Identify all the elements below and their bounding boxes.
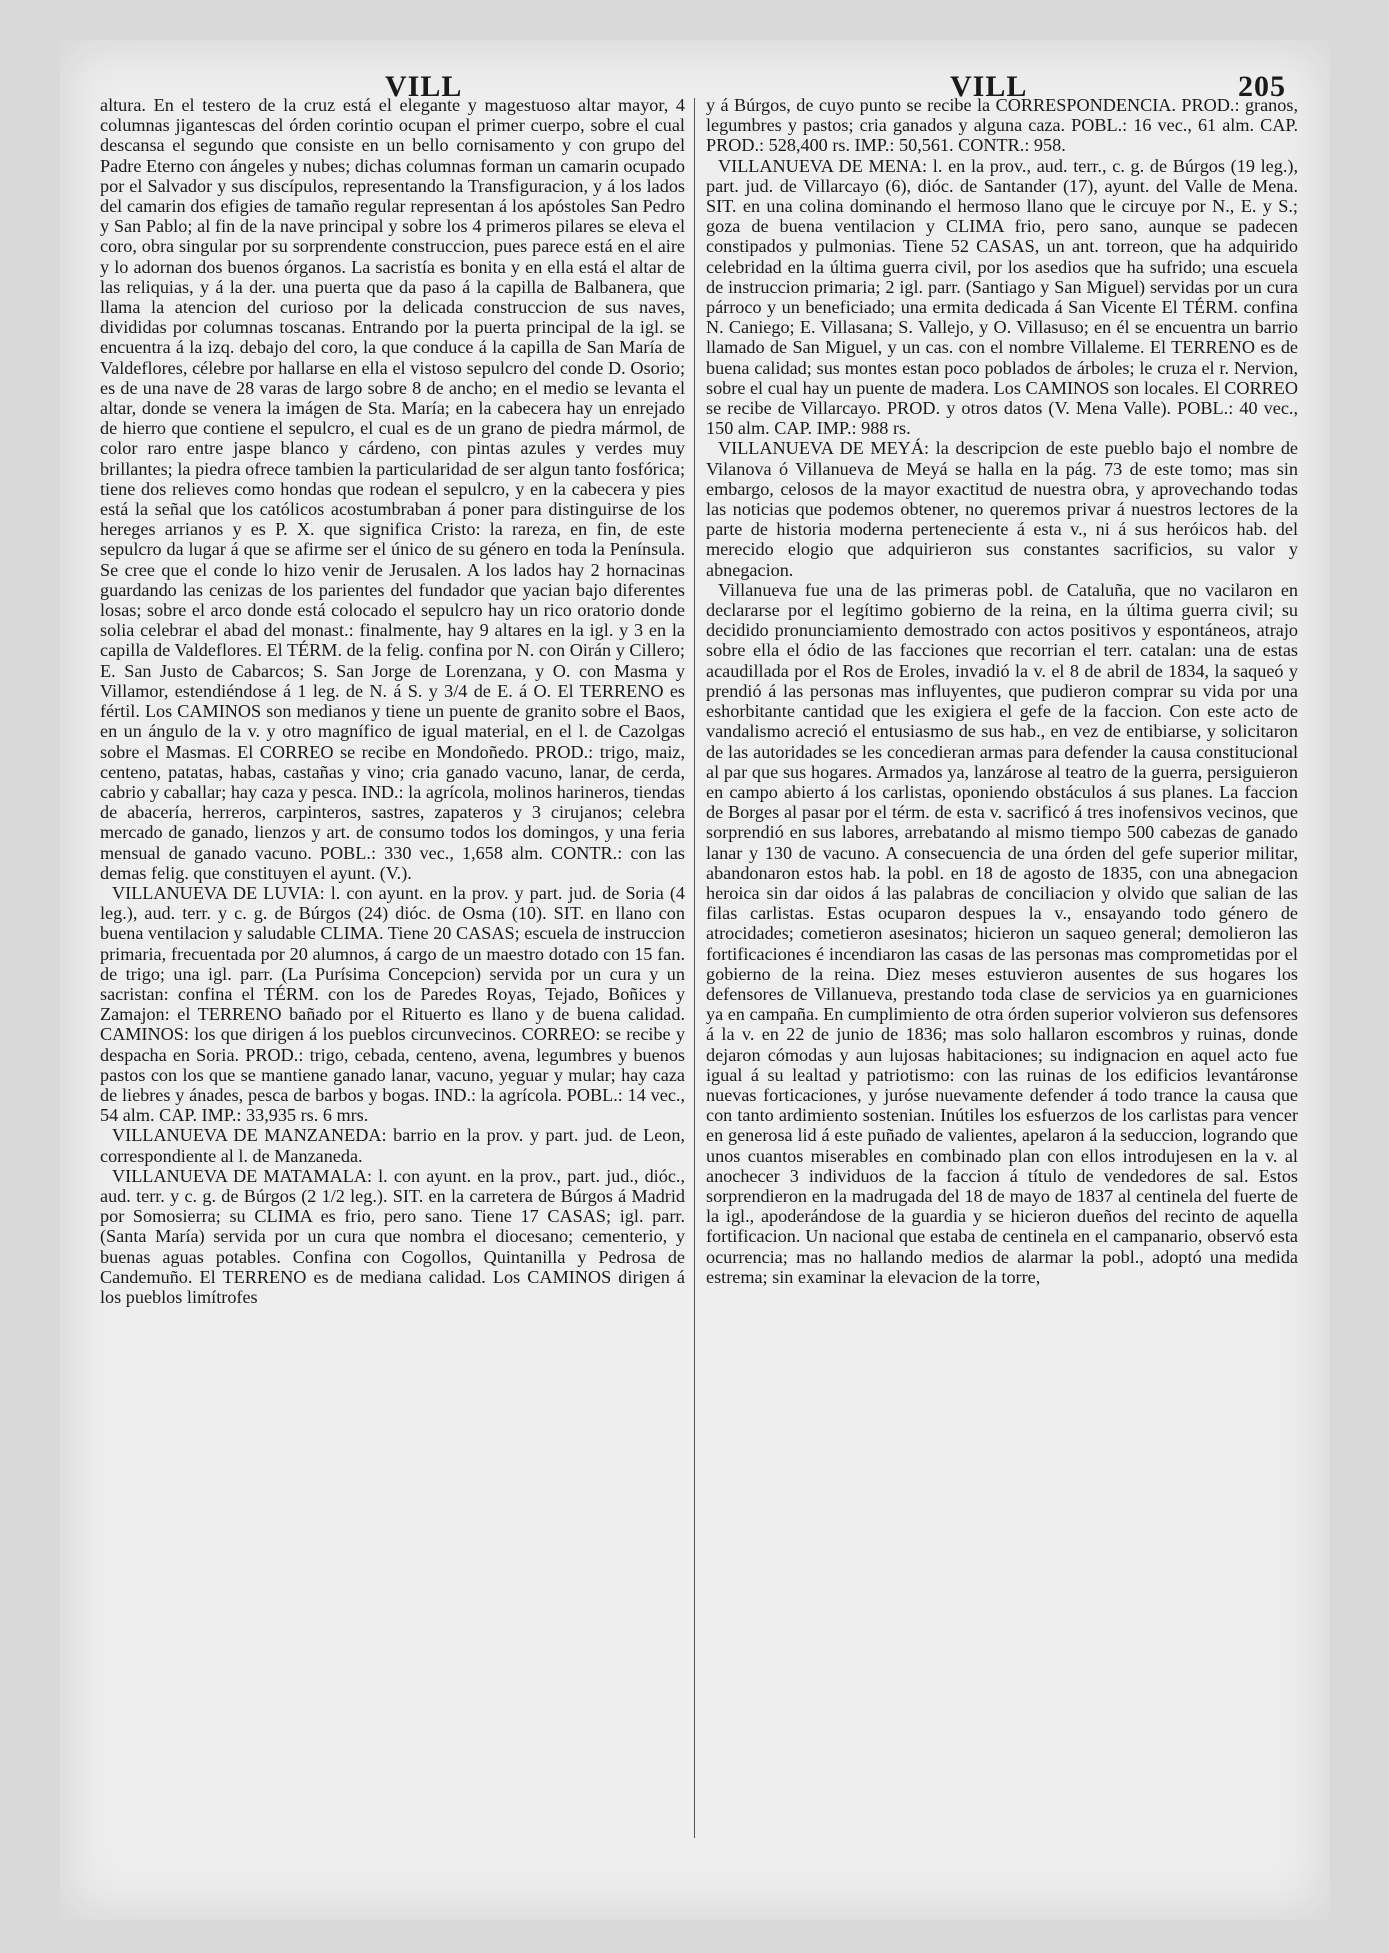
right-column — [706, 95, 1298, 1840]
left-column — [100, 95, 685, 1840]
header-right-word: VILL — [950, 70, 1028, 103]
entry-villanueva-de-luvia: VILLANUEVA DE LUVIA: l. con ayunt. en la prov. y part. jud. de Soria (4 leg.), aud. terr. y c. g. de Búrgos (24) dióc. de Osma (10). SIT. en llano con buena ventilacion y saludable CLIMA. Tiene 20 CASAS; escuela de instruccion primaria, frecuentada por 20 alumnos, á cargo de un maestro dotado con 15 fan. de trigo; una igl. parr. (La Purísima Concepcion) servida por un cura y un sacristan: confina el TÉRM. con los de Paredes Royas, Tejado, Boñices y Zamajon: el TERRENO bañado por el Rituerto es llano y de buena calidad. CAMINOS: los que dirigen á los pueblos circunvecinos. CORREO: se recibe y despacha en Soria. PROD.: trigo, cebada, centeno, avena, legumbres y buenos pastos con los que se mantiene ganado lanar, vacuno, yeguar y mular; hay caza de liebres y ánades, pesca de barbos y bogas. IND.: la agrícola. POBL.: 14 vec., 54 alm. CAP. IMP.: 33,935 rs. 6 mrs. — [100, 882, 685, 1126]
page-number: 205 — [1238, 70, 1286, 103]
paragraph-history: Villanueva fue una de las primeras pobl. de Cataluña, que no vacilaron en declararse por el legítimo gobierno de la reina, en la última guerra civil; su decidido pronunciamiento demostrado con actos positivos y espontáneos, atrajo sobre ella el ódio de las facciones que recorrian el terr. catalan: una de estas acaudillada por el Ros de Eroles, invadió la v. el 8 de abril de 1834, la saqueó y prendió á las personas mas influyentes, que pudieron comprar su vida por una eshorbitante cantidad que les exigiera el gefe de la faccion. Con este acto de vandalismo acreció el entusiasmo de sus hab., en vez de entibiarse, y solicitaron de las autoridades se les concedieran armas para defender la causa constitucional al par que sus hogares. Armados ya, lanzárose al teatro de la guerra, persiguieron en campo abierto á los carlistas, oponiendo obstáculos á sus planes. La faccion de Borges al pasar por el térm. de esta v. sacrificó á tres inofensivos vecinos, que sorprendió en sus labores, arrebatando al mismo tiempo 500 cabezas de ganado lanar y 130 de vacuno. A consecuencia de una órden del gefe superior militar, abandonaron estos hab. la pobl. en 18 de agosto de 1835, con una abnegacion heroica sin dar oidos á las palabras de conciliacion y olvido que salian de las filas carlistas. Estas ocuparon despues la v., ensayando todo género de atrocidades; cometieron asesinatos; hicieron un saqueo general; demolieron las fortificaciones é incendiaron las casas de las personas mas comprometidas por el gobierno de la reina. Diez meses estuvieron ausentes de sus hogares los defensores de Villanueva, prestando toda clase de servicios ya en guarniciones ya en campaña. En cumplimiento de otra órden superior volvieron sus defensores á la v. en 22 de junio de 1836; mas solo hallaron escombros y ruinas, donde dejaron cómodas y aun lujosas habitaciones; su indignacion en aquel acto fue igual á su lealtad y patriotismo: con las ruinas de los edificios levantáronse nuevas forticaciones, y juróse nuevamente defender á todo trance la causa que con tanto ardimiento sostenian. Inútiles los esfuerzos de los carlistas para vencer en generosa lid á este puñado de valientes, apelaron á la seduccion, logrando que unos cuantos miserables en combinado plan con ellos introdujesen en la v. al anochecer 3 individuos de la faccion á título de vendedores de sal. Estos sorprendieron en la madrugada del 18 de mayo de 1837 al centinela del fuerte de la igl., apoderándose de la guardia y se hicieron dueños del recinto de aquella fortificacion. Un nacional que estaba de centinela en el campanario, observó esta ocurrencia; mas no hallando medios de alarmar la pobl., adoptó una medida estrema; sin examinar la elevacion de la torre, — [706, 579, 1298, 1287]
header-left-word: VILL — [385, 70, 463, 103]
column-divider — [694, 98, 695, 1838]
paragraph: y á Búrgos, de cuyo punto se recibe la CORRESPONDENCIA. PROD.: granos, legumbres y pastos; cria ganados y alguna caza. POBL.: 16 vec., 61 alm. CAP. PROD.: 528,400 rs. IMP.: 50,561. CONTR.: 958. — [706, 95, 1298, 156]
entry-villanueva-de-meya: VILLANUEVA DE MEYÁ: la descripcion de este pueblo bajo el nombre de Vilanova ó Villanueva de Meyá se halla en la pág. 73 de este tomo; mas sin embargo, celosos de la mayor exactitud de nuestra obra, y aprovechando todas las noticias que podemos obtener, no queremos privar á nuestros lectores de la parte de historia moderna perteneciente á esta v., ni á sus heróicos hab. del merecido elogio que adquirieron sus constantes sacrificios, su valor y abnegacion. — [706, 438, 1298, 580]
entry-villanueva-de-mena: VILLANUEVA DE MENA: l. en la prov., aud. terr., c. g. de Búrgos (19 leg.), part. jud. de Villarcayo (6), dióc. de Santander (17), ayunt. del Valle de Mena. SIT. en una colina dominando el hermoso llano que le circuye por N., E. y S.; goza de buena ventilacion y CLIMA frio, pero sano, aunque se padecen constipados y pulmonias. Tiene 52 CASAS, un ant. torreon, que ha adquirido celebridad en la última guerra civil, por los asedios que ha sufrido; una escuela de instruccion primaria; 2 igl. parr. (Santiago y San Miguel) servidas por un cura párroco y un beneficiado; una ermita dedicada á San Vicente El TÉRM. confina N. Caniego; E. Villasana; S. Vallejo, y O. Villasuso; en él se encuentra un barrio llamado de San Miguel, y un cas. con el nombre Villaleme. El TERRENO es de buena calidad; sus montes estan poco poblados de árboles; le cruza el r. Nervion, sobre el cual hay un puente de madera. Los CAMINOS son locales. El CORREO se recibe de Villarcayo. PROD. y otros datos (V. Mena Valle). POBL.: 40 vec., 150 alm. CAP. IMP.: 988 rs. — [706, 155, 1298, 439]
paragraph: altura. En el testero de la cruz está el elegante y magestuoso altar mayor, 4 columnas jigantescas del órden corintio ocupan el primer cuerpo, sobre el cual descansa el segundo que consiste en un bello cornisamento y con grupo del Padre Eterno con ángeles y nubes; dichas columnas forman un camarin ocupado por el Salvador y sus discípulos, representando la Transfiguracion, y á los lados del camarin dos efigies de tamaño regular representan á los apóstoles San Pedro y San Pablo; al fin de la nave principal y sobre los 4 primeros pilares se eleva el coro, obra singular por su sorprendente construccion, pues parece está en el aire y lo adornan dos buenos órganos. La sacristía es bonita y en ella está el altar de las reliquias, y á la der. una puerta que da paso á la capilla de Balbanera, que llama la atencion del curioso por la delicada construccion de sus naves, divididas por columnas toscanas. Entrando por la puerta principal de la igl. se encuentra á la izq. debajo del coro, la que conduce á la capilla de San María de Valdeflores, célebre por hallarse en ella el vistoso sepulcro del conde D. Osorio; es de una nave de 28 varas de largo sobre 8 de ancho; en el medio se levanta el altar, donde se venera la imágen de Sta. María; en la cabecera hay un enrejado de hierro que contiene el sepulcro, el cual es de un grano de piedra mármol, de color raro entre jaspe blanco y cárdeno, con pintas azules y verdes muy brillantes; la piedra ofrece tambien la particularidad de ser algun tanto fosfórica; tiene dos relieves como hondas que rodean el sepulcro, y en la cabecera y pies está la señal que los católicos acostumbraban á poner para distinguirse de los hereges arrianos y es P. X. que significa Cristo: la rareza, en fin, de este sepulcro da lugar á que se afirme ser el único de su género en toda la Península. Se cree que el conde lo hizo venir de Jerusalen. A los lados hay 2 hornacinas guardando las cenizas de los parientes del fundador que yacian bajo diferentes losas; sobre el arco donde está colocado el sepulcro hay un rico oratorio donde solia celebrar el abad del monast.: finalmente, hay 9 altares en la igl. y 3 en la capilla de Valdeflores. El TÉRM. de la felig. confina por N. con Oirán y Cillero; E. San Justo de Cabarcos; S. San Jorge de Lorenzana, y O. con Masma y Villamor, estendiéndose á 1 leg. de N. á S. y 3/4 de E. á O. El TERRENO es fértil. Los CAMINOS son medianos y tiene un puente de granito sobre el Baos, en un ángulo de la v. y otro magnífico de igual material, en el l. de Cazolgas sobre el Masmas. El CORREO se recibe en Mondoñedo. PROD.: trigo, maiz, centeno, patatas, habas, castañas y vino; cria ganado vacuno, lanar, de cerda, cabrio y caballar; hay caza y pesca. IND.: la agrícola, molinos harineros, tiendas de abacería, herreros, carpinteros, sastres, zapateros y 3 cirujanos; celebra mercado de ganado, lienzos y art. de consumo todos los domingos, y una feria mensual de ganado vacuno. POBL.: 330 vec., 1,658 alm. CONTR.: con las demas felig. que constituyen el ayunt. (V.). — [100, 95, 685, 883]
entry-villanueva-de-manzaneda: VILLANUEVA DE MANZANEDA: barrio en la prov. y part. jud. de Leon, correspondiente al l. de Manzaneda. — [100, 1125, 685, 1166]
entry-villanueva-de-matamala: VILLANUEVA DE MATAMALA: l. con ayunt. en la prov., part. jud., dióc., aud. terr. y c. g. de Búrgos (2 1/2 leg.). SIT. en la carretera de Búrgos á Madrid por Somosierra; su CLIMA es frio, pero sano. Tiene 17 CASAS; igl. parr. (Santa María) servida por un cura que nombra el diocesano; cementerio, y buenas aguas potables. Confina con Cogollos, Quintanilla y Pedrosa de Candemuño. El TERRENO es de mediana calidad. Los CAMINOS dirigen á los pueblos limítrofes — [100, 1165, 685, 1307]
